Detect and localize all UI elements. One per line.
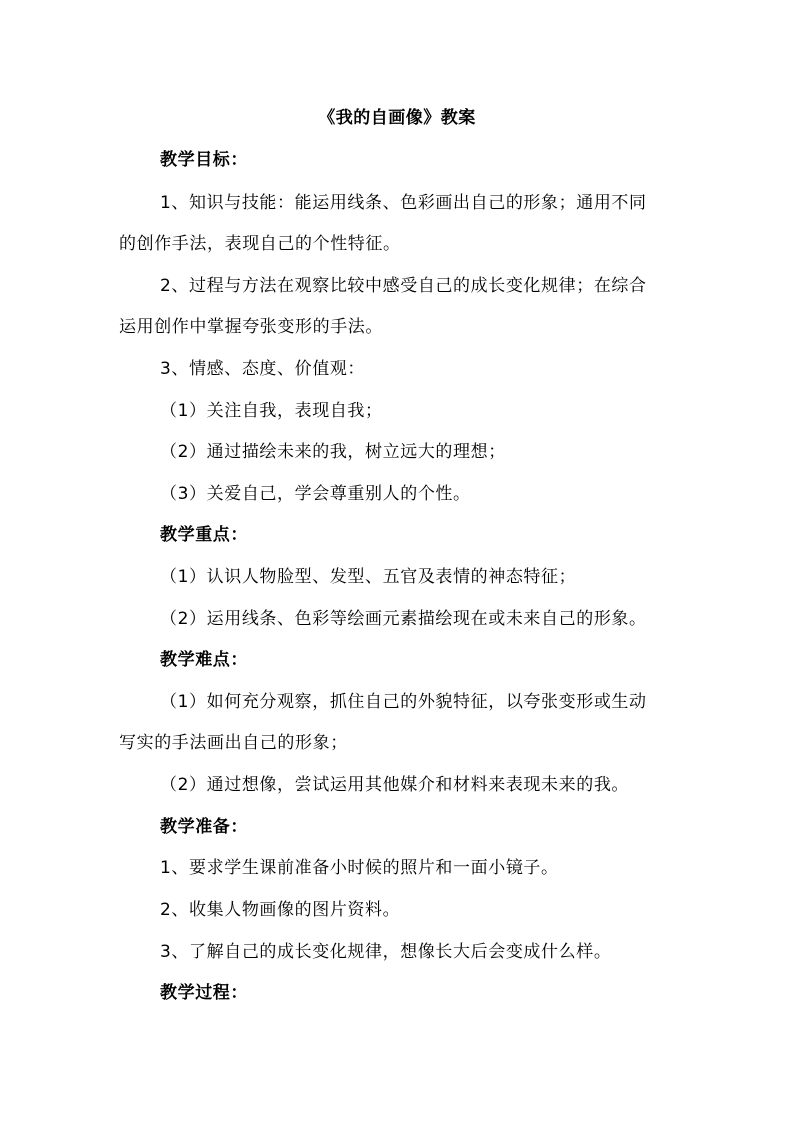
section-heading-preparation: 教学准备： bbox=[160, 817, 248, 837]
paragraph-line: 1、知识与技能：能运用线条、色彩画出自己的形象；通用不同 bbox=[160, 193, 647, 213]
section-heading-process: 教学过程： bbox=[160, 983, 248, 1003]
section-heading-key-points: 教学重点： bbox=[160, 525, 248, 545]
list-item: （1）认识人物脸型、发型、五官及表情的神态特征； bbox=[160, 567, 577, 587]
paragraph-line: 2、过程与方法在观察比较中感受自己的成长变化规律；在综合 bbox=[160, 276, 647, 296]
document-title: 《我的自画像》教案 bbox=[318, 108, 476, 128]
list-item: 2、收集人物画像的图片资料。 bbox=[160, 900, 401, 920]
section-heading-objectives: 教学目标： bbox=[160, 150, 248, 170]
list-item: 3、了解自己的成长变化规律，想像长大后会变成什么样。 bbox=[160, 942, 612, 962]
paragraph-line: 写实的手法画出自己的形象； bbox=[119, 733, 348, 753]
list-item: （2）通过描绘未来的我，树立远大的理想； bbox=[160, 442, 506, 462]
paragraph-line: 3、情感、态度、价值观： bbox=[160, 359, 366, 379]
list-item: （2）运用线条、色彩等绘画元素描绘现在或未来自己的形象。 bbox=[160, 609, 647, 629]
paragraph-line: 的创作手法，表现自己的个性特征。 bbox=[119, 234, 401, 254]
list-item: （1）如何充分观察，抓住自己的外貌特征，以夸张变形或生动 bbox=[160, 692, 647, 712]
paragraph-line: 运用创作中掌握夸张变形的手法。 bbox=[119, 317, 383, 337]
list-item: （1）关注自我，表现自我； bbox=[160, 401, 383, 421]
list-item: 1、要求学生课前准备小时候的照片和一面小镜子。 bbox=[160, 858, 559, 878]
list-item: （2）通过想像，尝试运用其他媒介和材料来表现未来的我。 bbox=[160, 775, 630, 795]
list-item: （3）关爱自己，学会尊重别人的个性。 bbox=[160, 484, 471, 504]
section-heading-difficulties: 教学难点： bbox=[160, 650, 248, 670]
